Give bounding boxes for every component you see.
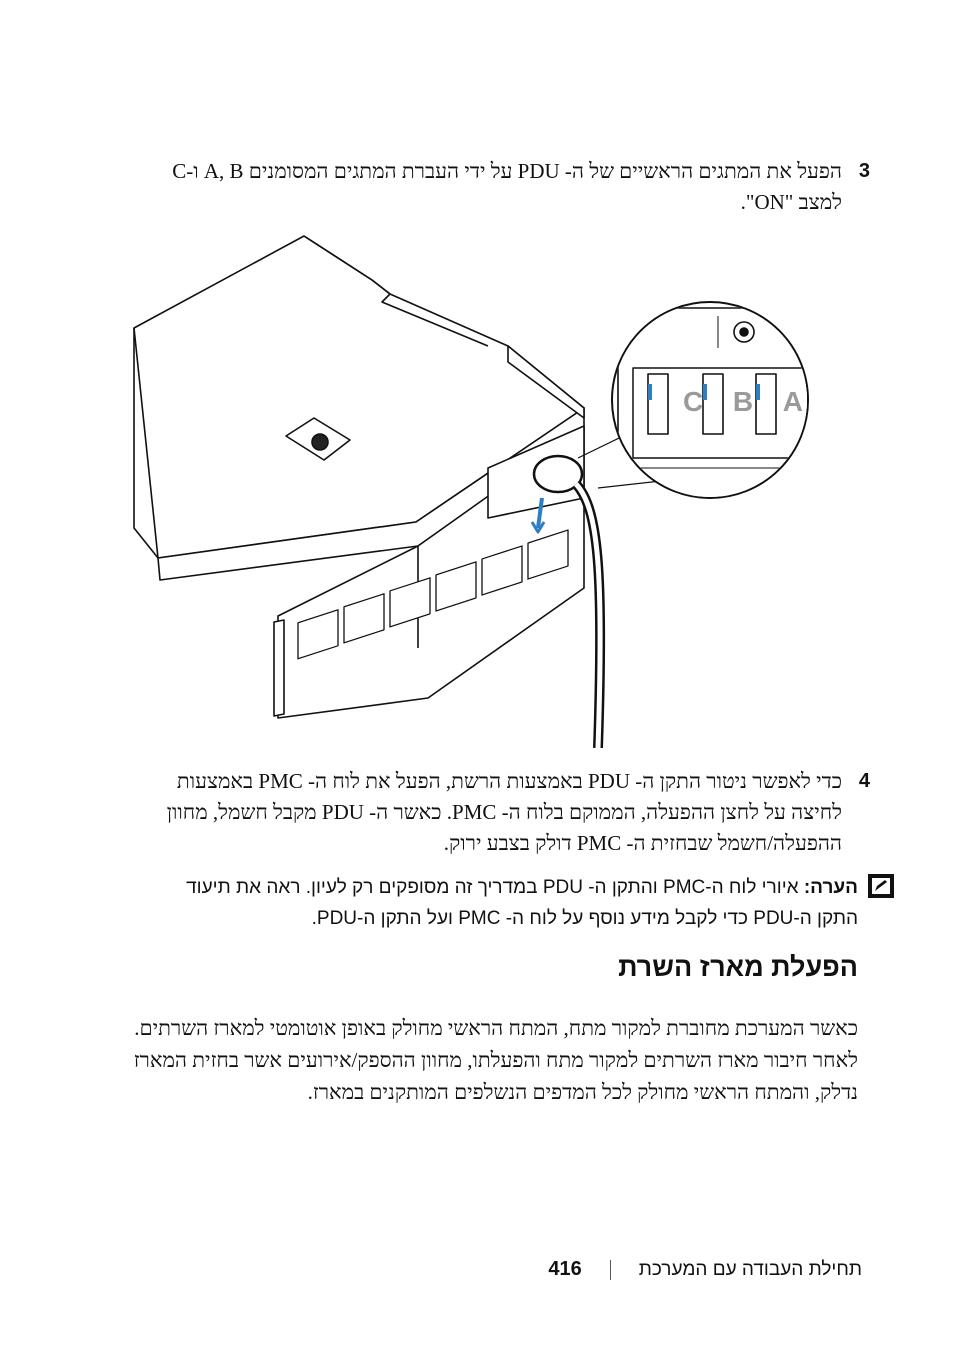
step-number: 4 bbox=[858, 770, 870, 792]
note-text: איורי לוח ה-PMC והתקן ה- PDU במדריך זה מסופקים רק לעיון. ראה את תיעוד התקן ה-PDU כדי לקבל מידע נוסף על לוח ה- PMC ועל התקן ה-PDU. bbox=[186, 877, 858, 929]
chapter-title: תחילת העבודה עם המערכת bbox=[638, 1258, 862, 1280]
step-text: כדי לאפשר ניטור התקן ה- PDU באמצעות הרשת, הפעל את לוח ה- PMC באמצעות לחיצה על לחצן ההפעלה, הממוקם בלוח ה- PMC. כאשר ה- PDU מקבל חשמל, מחוון ההפעלה/חשמל שבחזית ה- PMC דולק בצבע ירוק. bbox=[166, 769, 842, 855]
note-label: הערה: bbox=[803, 877, 858, 898]
step-text: הפעל את המתגים הראשיים של ה- PDU על ידי העברת המתגים המסומנים A, B ו-C למצב "ON". bbox=[172, 159, 842, 214]
switch-label-b: B bbox=[732, 386, 754, 417]
page-footer bbox=[548, 1258, 862, 1281]
pdu-illustration bbox=[128, 228, 828, 748]
note-box bbox=[168, 872, 858, 934]
pencil-note-icon bbox=[868, 874, 894, 898]
step-3 bbox=[152, 156, 870, 218]
switch-label-row bbox=[683, 386, 803, 430]
switch-label-a: A bbox=[782, 386, 803, 417]
step-number: 3 bbox=[858, 160, 870, 182]
section-paragraph: כאשר המערכת מחוברת למקור מתח, המתח הראשי מחולק באופן אוטומטי למארז השרתים. לאחר חיבור מארז השרתים למקור מתח והפעלתו, מחוון ההספק/אירועים אשר בחזית המארז נדלק, והמתח הראשי מחולק לכל המדפים הנשלפים המותקנים במארז. bbox=[133, 1016, 858, 1104]
footer-divider bbox=[610, 1260, 611, 1280]
step-4 bbox=[152, 766, 870, 859]
page-number: 416 bbox=[548, 1258, 582, 1280]
section-heading: הפעלת מארז השרת bbox=[618, 952, 858, 982]
switch-label-c: C bbox=[683, 386, 704, 417]
